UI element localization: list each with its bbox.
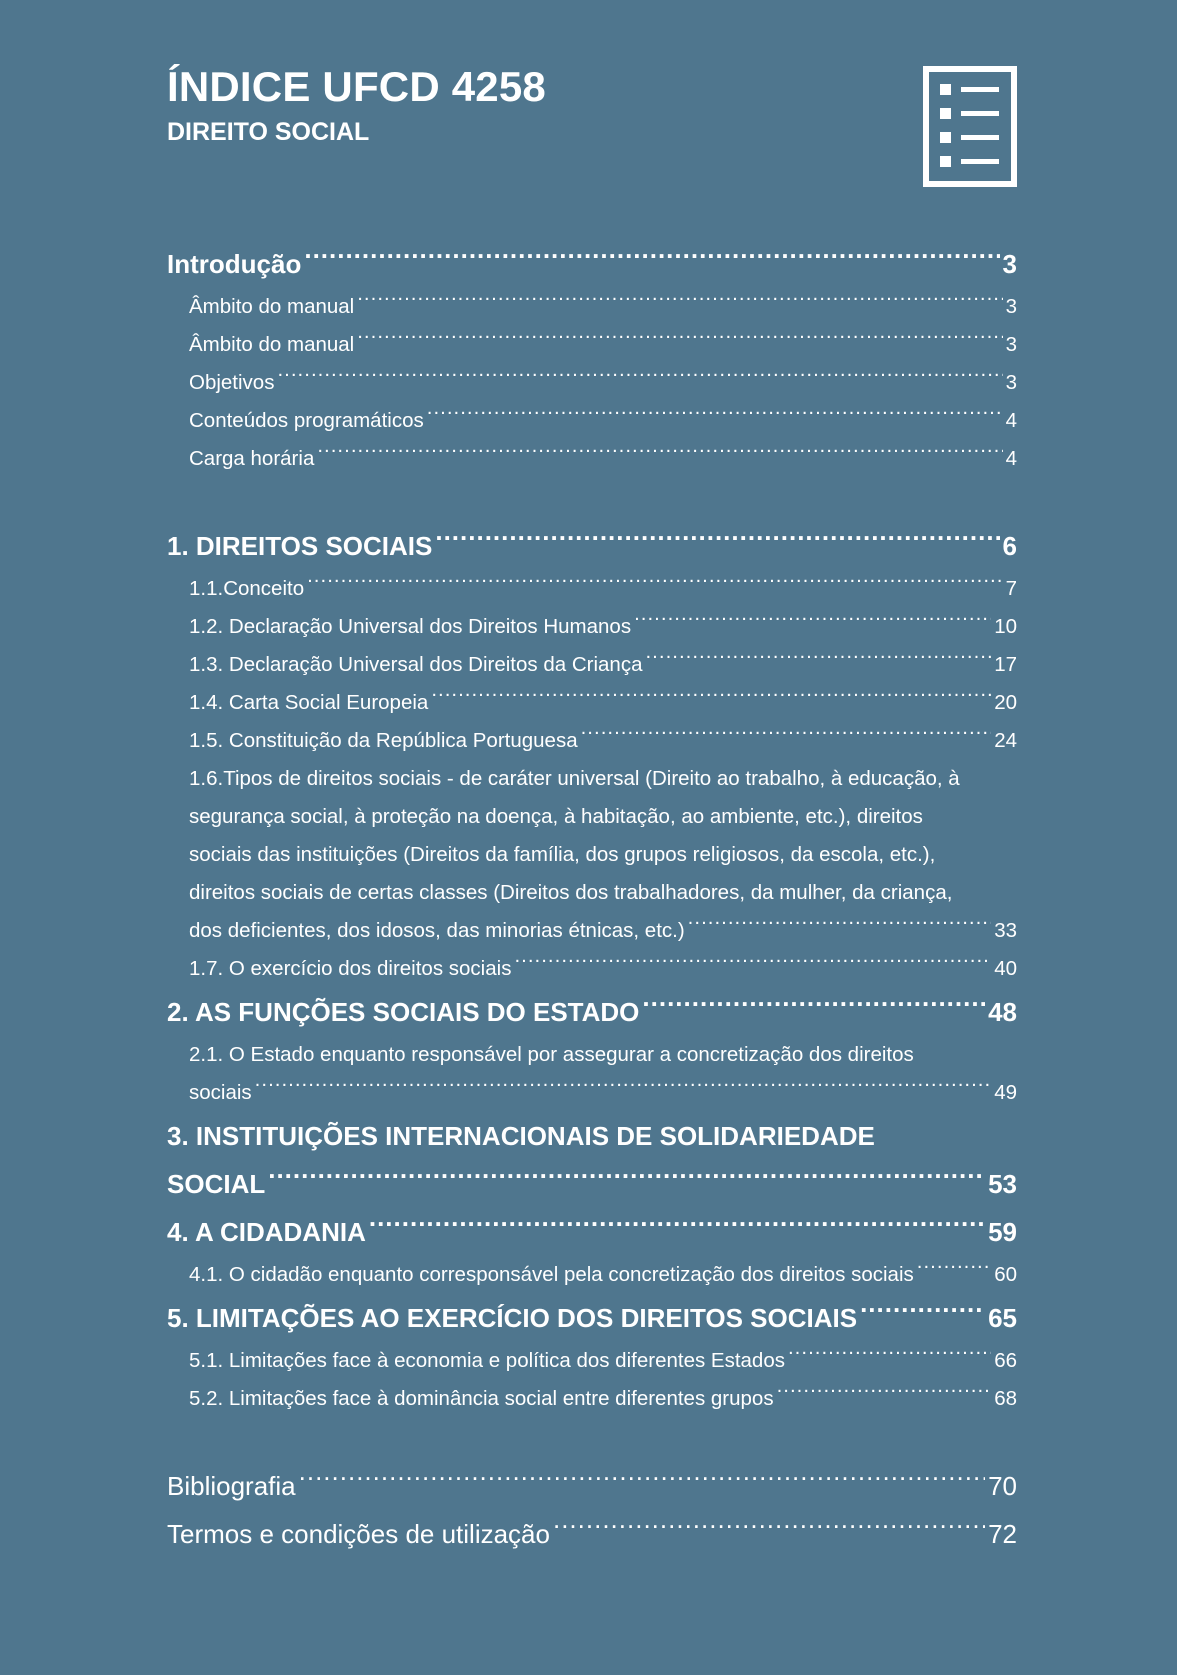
page-title: ÍNDICE UFCD 4258	[167, 63, 546, 110]
toc-label-line: direitos sociais de certas classes (Direitos dos trabalhadores, da mulher, da criança,	[189, 881, 953, 904]
toc-label: 4.1. O cidadão enquanto corresponsável pela concretização dos direitos sociais	[189, 1263, 914, 1286]
toc-leader	[255, 1079, 992, 1100]
toc-label: Bibliografia	[167, 1471, 296, 1501]
toc-label: 1. DIREITOS SOCIAIS	[167, 531, 433, 561]
toc-leader	[357, 293, 1002, 314]
document-list-icon	[923, 66, 1017, 187]
toc-entry[interactable]	[167, 364, 1017, 402]
toc-leader	[917, 1261, 991, 1282]
toc-label-line: 2.1. O Estado enquanto responsável por assegurar a concretização dos direitos	[189, 1043, 914, 1066]
toc-page: 4	[1005, 409, 1017, 432]
page-subtitle: DIREITO SOCIAL	[167, 118, 370, 146]
toc-label: 1.1.Conceito	[189, 577, 305, 600]
toc-entry-1-6[interactable]	[167, 760, 1017, 950]
toc-entry-section-5[interactable]	[167, 1294, 1017, 1342]
toc-label: 1.7. O exercício dos direitos sociais	[189, 957, 512, 980]
toc-leader	[369, 1215, 985, 1241]
toc-page: 3	[1005, 295, 1017, 318]
toc-label: 1.5. Constituição da República Portuguesa	[189, 729, 578, 752]
toc-entry[interactable]	[167, 570, 1017, 608]
toc-leader	[777, 1385, 992, 1406]
toc-entry-last-line	[167, 1074, 1017, 1112]
toc-entry-section-3[interactable]	[167, 1112, 1017, 1208]
toc-label: sociais	[189, 1081, 252, 1104]
toc-label: 4. A CIDADANIA	[167, 1217, 366, 1247]
toc-label-line: sociais das instituições (Direitos da família, dos grupos religiosos, da escola, etc.),	[189, 843, 936, 866]
toc-entry-2-1[interactable]	[167, 1036, 1017, 1112]
toc-page: 72	[988, 1519, 1017, 1549]
toc-leader	[645, 651, 991, 672]
toc-leader	[788, 1347, 991, 1368]
toc-leader	[307, 575, 1002, 596]
toc-entry[interactable]	[167, 288, 1017, 326]
toc-label: Âmbito do manual	[189, 295, 355, 318]
toc-label: Introdução	[167, 249, 302, 279]
toc-label: Carga horária	[189, 447, 315, 470]
toc-leader	[514, 955, 991, 976]
toc-leader	[277, 369, 1002, 390]
toc-leader	[634, 613, 991, 634]
toc-page: 7	[1005, 577, 1017, 600]
toc-page: 20	[994, 691, 1017, 714]
toc-label: 1.3. Declaração Universal dos Direitos da Criança	[189, 653, 643, 676]
toc-label: 1.2. Declaração Universal dos Direitos Humanos	[189, 615, 632, 638]
toc-entry[interactable]	[167, 950, 1017, 988]
toc-leader	[688, 917, 992, 938]
toc-leader	[642, 995, 985, 1021]
toc-label-line: 3. INSTITUIÇÕES INTERNACIONAIS DE SOLIDARIEDADE	[167, 1121, 875, 1151]
toc-page: 24	[994, 729, 1017, 752]
toc-entry-section-4[interactable]	[167, 1208, 1017, 1256]
toc-leader	[581, 727, 992, 748]
toc-label: 1.4. Carta Social Europeia	[189, 691, 429, 714]
toc-page: 70	[988, 1471, 1017, 1501]
toc-label: Âmbito do manual	[189, 333, 355, 356]
toc-label: SOCIAL	[167, 1169, 266, 1199]
toc-label: 2. AS FUNÇÕES SOCIAIS DO ESTADO	[167, 997, 640, 1027]
toc-entry-section-1[interactable]	[167, 522, 1017, 570]
toc-page: 66	[994, 1349, 1017, 1372]
toc-label-line: segurança social, à proteção na doença, à habitação, ao ambiente, etc.), direitos	[189, 805, 923, 828]
toc-label-line: 1.6.Tipos de direitos sociais - de caráter universal (Direito ao trabalho, à educação, à	[189, 767, 960, 790]
toc-page: 59	[988, 1217, 1017, 1247]
toc-entry[interactable]	[167, 1380, 1017, 1418]
toc-entry[interactable]	[167, 722, 1017, 760]
toc-page: 3	[1002, 249, 1017, 279]
toc-leader	[357, 331, 1002, 352]
toc-page: 6	[1002, 531, 1017, 561]
toc-leader	[268, 1167, 985, 1193]
toc-leader	[299, 1469, 985, 1495]
toc-label: dos deficientes, dos idosos, das minorias étnicas, etc.)	[189, 919, 685, 942]
toc-entry-section-2[interactable]	[167, 988, 1017, 1036]
toc-entry-termos[interactable]	[167, 1510, 1017, 1558]
toc-entry[interactable]	[167, 402, 1017, 440]
toc-page: 49	[994, 1081, 1017, 1104]
toc-entry[interactable]	[167, 1342, 1017, 1380]
toc-label: 5.2. Limitações face à dominância social entre diferentes grupos	[189, 1387, 774, 1410]
toc-label: Termos e condições de utilização	[167, 1519, 550, 1549]
toc-entry[interactable]	[167, 326, 1017, 364]
toc-page: 4	[1005, 447, 1017, 470]
toc-page: 3	[1005, 371, 1017, 394]
toc-page: 48	[988, 997, 1017, 1027]
toc-page: 3	[1005, 333, 1017, 356]
toc-leader	[304, 247, 999, 273]
toc-leader	[860, 1301, 985, 1327]
toc-page: 40	[994, 957, 1017, 980]
toc-label: 5. LIMITAÇÕES AO EXERCÍCIO DOS DIREITOS SOCIAIS	[167, 1303, 858, 1333]
toc-entry[interactable]	[167, 1256, 1017, 1294]
toc-entry[interactable]	[167, 440, 1017, 478]
toc-page: 68	[994, 1387, 1017, 1410]
toc-page: 60	[994, 1263, 1017, 1286]
toc-page: 33	[994, 919, 1017, 942]
toc-leader	[427, 407, 1003, 428]
toc-label: 5.1. Limitações face à economia e política dos diferentes Estados	[189, 1349, 785, 1372]
toc-entry[interactable]	[167, 608, 1017, 646]
toc-label: Conteúdos programáticos	[189, 409, 424, 432]
toc-page: 10	[994, 615, 1017, 638]
toc-entry[interactable]	[167, 646, 1017, 684]
toc-leader	[317, 445, 1002, 466]
toc-leader	[435, 529, 999, 555]
toc-label: Objetivos	[189, 371, 275, 394]
toc-entry-last-line	[167, 912, 1017, 950]
toc-entry-last-line	[167, 1160, 1017, 1208]
toc-entry-bibliografia[interactable]	[167, 1462, 1017, 1510]
toc-leader	[553, 1517, 985, 1543]
toc-page: 17	[994, 653, 1017, 676]
table-of-contents	[167, 240, 1017, 1558]
toc-entry[interactable]	[167, 684, 1017, 722]
toc-page: 53	[988, 1169, 1017, 1199]
toc-leader	[431, 689, 991, 710]
toc-page: 65	[988, 1303, 1017, 1333]
toc-entry-introducao[interactable]	[167, 240, 1017, 288]
